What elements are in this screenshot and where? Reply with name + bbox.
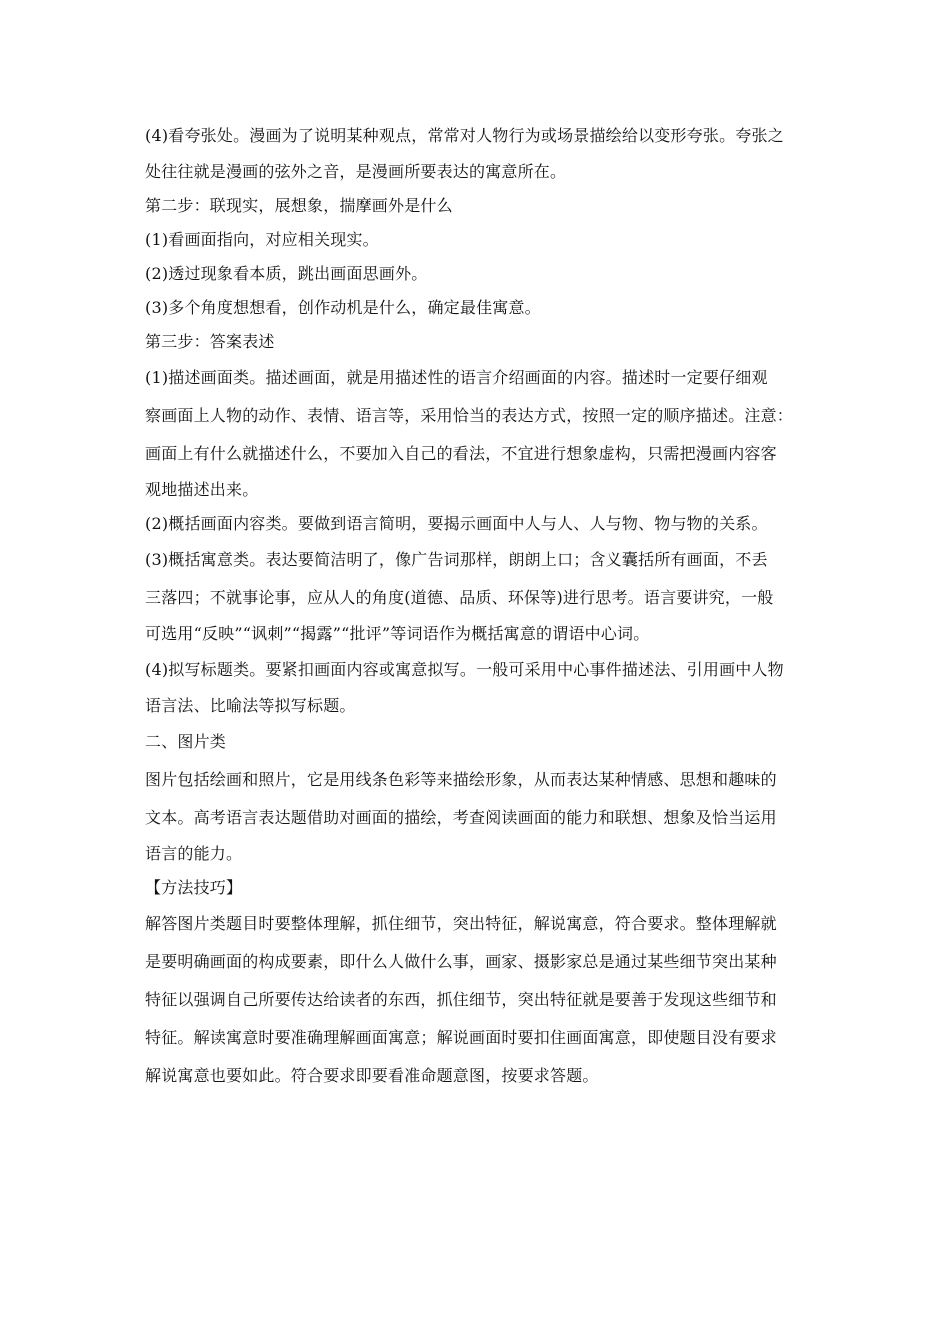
paragraph-line: 可选用“反映”“讽刺”“揭露”“批评”等词语作为概括寓意的谓语中心词。 [145, 624, 650, 643]
paragraph-line: 解答图片类题目时要整体理解，抓住细节，突出特征，解说寓意，符合要求。整体理解就 [145, 914, 777, 933]
paragraph-line: 画面上有什么就描述什么，不要加入自己的看法，不宜进行想象虚构，只需把漫画内容客 [145, 444, 777, 463]
section-heading: 二、图片类 [145, 732, 227, 751]
paragraph-line: 观地描述出来。 [145, 480, 259, 499]
paragraph-line: 是要明确画面的构成要素，即什么人做什么事，画家、摄影家总是通过某些细节突出某种 [145, 952, 777, 971]
paragraph-line: 特征以强调自己所要传达给读者的东西，抓住细节，突出特征就是要善于发现这些细节和 [145, 990, 777, 1009]
method-heading: 【方法技巧】 [145, 878, 243, 897]
paragraph-line: (3)概括寓意类。表达要简洁明了，像广告词那样，朗朗上口；含义囊括所有画面，不丢 [145, 550, 768, 569]
list-item: (1)看画面指向，对应相关现实。 [145, 230, 379, 249]
paragraph-line: (4)拟写标题类。要紧扣画面内容或寓意拟写。一般可采用中心事件描述法、引用画中人物 [145, 660, 784, 679]
paragraph-line: (4)看夸张处。漫画为了说明某种观点，常常对人物行为或场景描绘给以变形夸张。夸张之 [145, 126, 784, 145]
document-body [145, 117, 810, 1095]
list-item: (3)多个角度想想看，创作动机是什么，确定最佳寓意。 [145, 298, 541, 317]
paragraph-line: 语言的能力。 [145, 844, 243, 863]
paragraph-line: 文本。高考语言表达题借助对画面的描绘，考查阅读画面的能力和联想、想象及恰当运用 [145, 808, 777, 827]
paragraph-line: 三落四；不就事论事，应从人的角度(道德、品质、环保等)进行思考。语言要讲究，一般 [145, 588, 774, 607]
paragraph-line: 语言法、比喻法等拟写标题。 [145, 696, 356, 715]
list-item: (2)概括画面内容类。要做到语言简明，要揭示画面中人与人、人与物、物与物的关系。 [145, 514, 768, 533]
paragraph-line: 特征。解读寓意时要准确理解画面寓意；解说画面时要扣住画面寓意，即使题目没有要求 [145, 1028, 777, 1047]
step-heading: 第二步：联现实，展想象，揣摩画外是什么 [145, 196, 453, 215]
paragraph-line: 察画面上人物的动作、表情、语言等，采用恰当的表达方式，按照一定的顺序描述。注意： [145, 406, 794, 425]
paragraph-line: 解说寓意也要如此。符合要求即要看准命题意图，按要求答题。 [145, 1066, 599, 1085]
paragraph-line: 处往往就是漫画的弦外之音，是漫画所要表达的寓意所在。 [145, 162, 567, 181]
step-heading: 第三步：答案表述 [145, 332, 275, 351]
paragraph-line: (1)描述画面类。描述画面，就是用描述性的语言介绍画面的内容。描述时一定要仔细观 [145, 368, 768, 387]
paragraph-line: 图片包括绘画和照片，它是用线条色彩等来描绘形象，从而表达某种情感、思想和趣味的 [145, 770, 777, 789]
list-item: (2)透过现象看本质，跳出画面思画外。 [145, 264, 428, 283]
